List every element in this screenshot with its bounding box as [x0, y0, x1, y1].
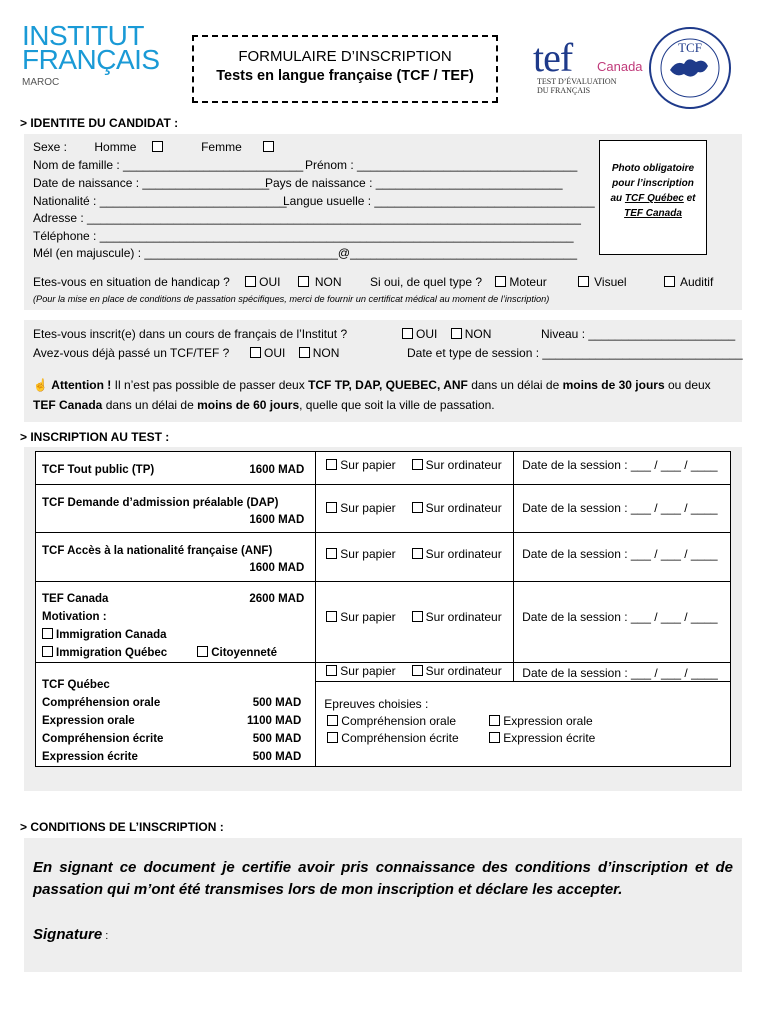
tef-motivation-label: Motivation : — [42, 611, 107, 623]
moteur-label: Moteur — [509, 275, 547, 289]
test-anf-date[interactable] — [514, 533, 731, 582]
moteur-checkbox[interactable] — [495, 276, 506, 287]
tcf-wordmark: TCF — [678, 40, 702, 55]
quebec-ordi-label: Sur ordinateur — [425, 664, 502, 678]
handicap-row — [33, 275, 342, 289]
quebec-epreuve-4: Expression écrite — [42, 751, 138, 763]
inscrit-question: Etes-vous inscrit(e) dans un cours de français de l’Institut ? — [33, 327, 348, 341]
attention-b4: moins de 60 jours — [197, 398, 300, 412]
tp-ordi-checkbox[interactable] — [412, 459, 423, 470]
imm-canada-label: Immigration Canada — [56, 629, 167, 641]
attention-t3: ou deux — [664, 378, 711, 392]
test-tef-name: TEF Canada — [42, 593, 109, 605]
handicap-non-checkbox[interactable] — [298, 276, 309, 287]
quebec-epreuve-1: Compréhension orale — [42, 697, 161, 709]
tef-ordi-checkbox[interactable] — [412, 611, 423, 622]
nom-field[interactable]: Nom de famille : ___________________________ — [33, 158, 304, 172]
quebec-price-1: 500 MAD — [252, 697, 302, 709]
quebec-epreuve-2: Expression orale — [42, 715, 135, 727]
langue-field[interactable]: Langue usuelle : _________________________________ — [283, 194, 595, 208]
form-title-box — [192, 35, 498, 103]
tp-papier-checkbox[interactable] — [326, 459, 337, 470]
attention-label: Attention ! — [51, 378, 112, 392]
ee-checkbox[interactable] — [489, 732, 500, 743]
handicap-non-label: NON — [314, 275, 342, 289]
tests-table — [35, 451, 731, 767]
auditif-checkbox[interactable] — [664, 276, 675, 287]
homme-label: Homme — [94, 140, 137, 154]
date-session-field[interactable]: Date et type de session : ______________________________ — [407, 346, 743, 360]
anf-date-field[interactable]: Date de la session : ___ / ___ / ____ — [522, 547, 718, 561]
eo-label: Expression orale — [503, 714, 593, 728]
test-anf-name: TCF Accès à la nationalité française (ANF) — [42, 545, 273, 557]
dap-ordi-label: Sur ordinateur — [425, 501, 502, 515]
test-dap-price: 1600 MAD — [249, 514, 305, 526]
attention-t1: Il n’est pas possible de passer deux — [111, 378, 309, 392]
attention-b1: TCF TP, DAP, QUEBEC, ANF — [308, 378, 468, 392]
co-label: Compréhension orale — [341, 714, 457, 728]
auditif-label: Auditif — [679, 275, 714, 289]
test-tef-price: 2600 MAD — [249, 593, 305, 605]
photo-text-tcf-quebec: TCF Québec — [624, 193, 684, 204]
test-row-tp — [36, 452, 731, 485]
handicap-note: (Pour la mise en place de conditions de passation spécifiques, merci de fournir un certificat médical au moment de l’inscription) — [33, 294, 550, 304]
tef-canada-label: Canada — [597, 59, 643, 74]
passe-non-checkbox[interactable] — [299, 347, 310, 358]
test-row-anf — [36, 533, 731, 582]
photo-text-au: au — [610, 193, 623, 204]
telephone-field[interactable]: Téléphone : _______________________________________________________________________ — [33, 229, 574, 243]
sexe-label: Sexe : — [33, 140, 68, 154]
inscrit-oui-checkbox[interactable] — [402, 328, 413, 339]
attention-t4: dans un délai de — [102, 398, 198, 412]
ce-label: Compréhension écrite — [341, 731, 459, 745]
test-quebec-cell — [36, 663, 316, 767]
handicap-oui-checkbox[interactable] — [245, 276, 256, 287]
tef-canada-logo — [533, 34, 643, 102]
test-quebec-options — [316, 663, 731, 767]
conditions-text: En signant ce document je certifie avoir pris connaissance des conditions d’inscription et de passation qui m’ont été transmises lors de mon inscription et déclare les accepter. — [33, 859, 733, 898]
co-checkbox[interactable] — [327, 715, 338, 726]
signature-field[interactable] — [33, 926, 108, 943]
niveau-field[interactable]: Niveau : ______________________ — [541, 327, 736, 341]
visuel-label: Visuel — [594, 275, 627, 289]
signature-label: Signature — [33, 926, 103, 943]
pays-naissance-field[interactable]: Pays de naissance : ____________________________ — [265, 176, 563, 190]
inscription-heading: > INSCRIPTION AU TEST : — [20, 430, 170, 444]
tef-ordi-label: Sur ordinateur — [425, 610, 502, 624]
test-anf-format — [316, 533, 514, 582]
photo-box[interactable] — [599, 140, 707, 255]
dap-papier-label: Sur papier — [340, 501, 396, 515]
form-title: FORMULAIRE D’INSCRIPTION — [238, 48, 452, 65]
quebec-price-3: 500 MAD — [252, 733, 302, 745]
signature-colon: : — [102, 930, 109, 942]
hand-icon: ☝ — [33, 378, 48, 392]
imm-quebec-label: Immigration Québec — [56, 647, 168, 659]
dap-date-field[interactable]: Date de la session : ___ / ___ / ____ — [522, 501, 718, 515]
date-naissance-field[interactable]: Date de naissance : ___________________ — [33, 176, 270, 190]
test-dap-date[interactable] — [514, 485, 731, 533]
homme-checkbox[interactable] — [152, 141, 163, 152]
photo-text-et: et — [686, 193, 696, 204]
test-row-tef — [36, 582, 731, 663]
tp-papier-label: Sur papier — [340, 458, 396, 472]
tcf-seal-icon — [648, 26, 732, 110]
epreuves-choisies-label: Epreuves choisies : — [324, 697, 429, 711]
conditions-heading: > CONDITIONS DE L’INSCRIPTION : — [20, 820, 224, 834]
test-dap-name: TCF Demande d’admission préalable (DAP) — [42, 497, 279, 509]
sexe-row — [33, 140, 277, 154]
quebec-price-2: 1100 MAD — [246, 715, 302, 727]
photo-text-1: Photo obligatoire — [611, 163, 695, 174]
citoyennete-label: Citoyenneté — [211, 647, 278, 659]
imm-quebec-checkbox[interactable] — [42, 646, 53, 657]
anf-papier-checkbox[interactable] — [326, 548, 337, 559]
test-tp-format — [316, 452, 514, 485]
photo-text-tef-canada: TEF Canada — [624, 208, 682, 219]
inscrit-options — [402, 327, 491, 341]
attention-t2: dans un délai de — [467, 378, 563, 392]
attention-b3: TEF Canada — [33, 398, 103, 412]
identite-heading: > IDENTITE DU CANDIDAT : — [20, 116, 179, 130]
tef-date-field[interactable]: Date de la session : ___ / ___ / ____ — [522, 610, 718, 624]
dap-papier-checkbox[interactable] — [326, 502, 337, 513]
test-anf-cell — [36, 533, 316, 582]
test-tp-name: TCF Tout public (TP) — [42, 464, 155, 476]
handicap-oui-label: OUI — [259, 275, 281, 289]
attention-b2: moins de 30 jours — [562, 378, 665, 392]
tef-papier-checkbox[interactable] — [326, 611, 337, 622]
tp-date-field[interactable]: Date de la session : ___ / ___ / ____ — [522, 458, 718, 472]
eo-checkbox[interactable] — [489, 715, 500, 726]
tcf-logo — [648, 26, 732, 110]
test-row-dap — [36, 485, 731, 533]
attention-t5: , quelle que soit la ville de passation. — [299, 398, 495, 412]
photo-text-2: pour l’inscription — [612, 178, 694, 189]
dap-ordi-checkbox[interactable] — [412, 502, 423, 513]
logo-line1: INSTITUT — [22, 20, 144, 51]
anf-ordi-checkbox[interactable] — [412, 548, 423, 559]
form-subtitle: Tests en langue française (TCF / TEF) — [216, 68, 474, 84]
handicap-question: Etes-vous en situation de handicap ? — [33, 275, 230, 289]
institut-francais-logo — [22, 20, 160, 88]
ce-checkbox[interactable] — [327, 732, 338, 743]
test-row-quebec — [36, 663, 731, 767]
photo-text-3 — [600, 191, 706, 206]
quebec-papier-label: Sur papier — [340, 664, 396, 678]
test-tef-date[interactable] — [514, 582, 731, 663]
inscrit-oui-label: OUI — [416, 327, 438, 341]
test-tp-cell — [36, 452, 316, 485]
prenom-field[interactable]: Prénom : _________________________________ — [305, 158, 578, 172]
anf-papier-label: Sur papier — [340, 547, 396, 561]
ee-label: Expression écrite — [503, 731, 596, 745]
imm-canada-checkbox[interactable] — [42, 628, 53, 639]
mel-field[interactable]: Mél (en majuscule) : _____________________________@__________________________________ — [33, 246, 578, 260]
nationalite-field[interactable]: Nationalité : ____________________________ — [33, 194, 287, 208]
quebec-epreuve-3: Compréhension écrite — [42, 733, 164, 745]
attention-note — [33, 375, 723, 415]
quebec-ordi-checkbox[interactable] — [412, 665, 423, 676]
passe-options — [250, 346, 339, 360]
anf-ordi-label: Sur ordinateur — [425, 547, 502, 561]
test-tp-price: 1600 MAD — [249, 464, 305, 476]
femme-checkbox[interactable] — [263, 141, 274, 152]
inscrit-non-label: NON — [464, 327, 492, 341]
quebec-papier-checkbox[interactable] — [326, 665, 337, 676]
handicap-type-row — [370, 275, 713, 289]
quebec-price-4: 500 MAD — [252, 751, 302, 763]
tef-sub1: TEST D’ÉVALUATION — [537, 77, 617, 86]
passe-oui-label: OUI — [264, 346, 286, 360]
test-dap-format — [316, 485, 514, 533]
passe-oui-checkbox[interactable] — [250, 347, 261, 358]
passe-question: Avez-vous déjà passé un TCF/TEF ? — [33, 346, 230, 360]
visuel-checkbox[interactable] — [578, 276, 589, 287]
tef-sub2: DU FRANÇAIS — [537, 86, 591, 95]
adresse-field[interactable]: Adresse : __________________________________________________________________________ — [33, 211, 581, 225]
test-dap-cell — [36, 485, 316, 533]
citoyennete-checkbox[interactable] — [197, 646, 208, 657]
femme-label: Femme — [201, 140, 242, 154]
logo-country: MAROC — [22, 77, 60, 88]
quebec-date-field[interactable]: Date de la session : ___ / ___ / ____ — [522, 666, 718, 680]
test-tef-format — [316, 582, 514, 663]
logo-line2: FRANÇAIS — [22, 44, 160, 75]
tef-papier-label: Sur papier — [340, 610, 396, 624]
test-anf-price: 1600 MAD — [249, 562, 305, 574]
passe-non-label: NON — [312, 346, 340, 360]
test-quebec-name: TCF Québec — [42, 679, 110, 691]
test-tp-date[interactable] — [514, 452, 731, 485]
handicap-type-question: Si oui, de quel type ? — [370, 275, 483, 289]
test-tef-cell — [36, 582, 316, 663]
tp-ordi-label: Sur ordinateur — [425, 458, 502, 472]
tef-wordmark: tef — [533, 35, 573, 80]
inscrit-non-checkbox[interactable] — [451, 328, 462, 339]
